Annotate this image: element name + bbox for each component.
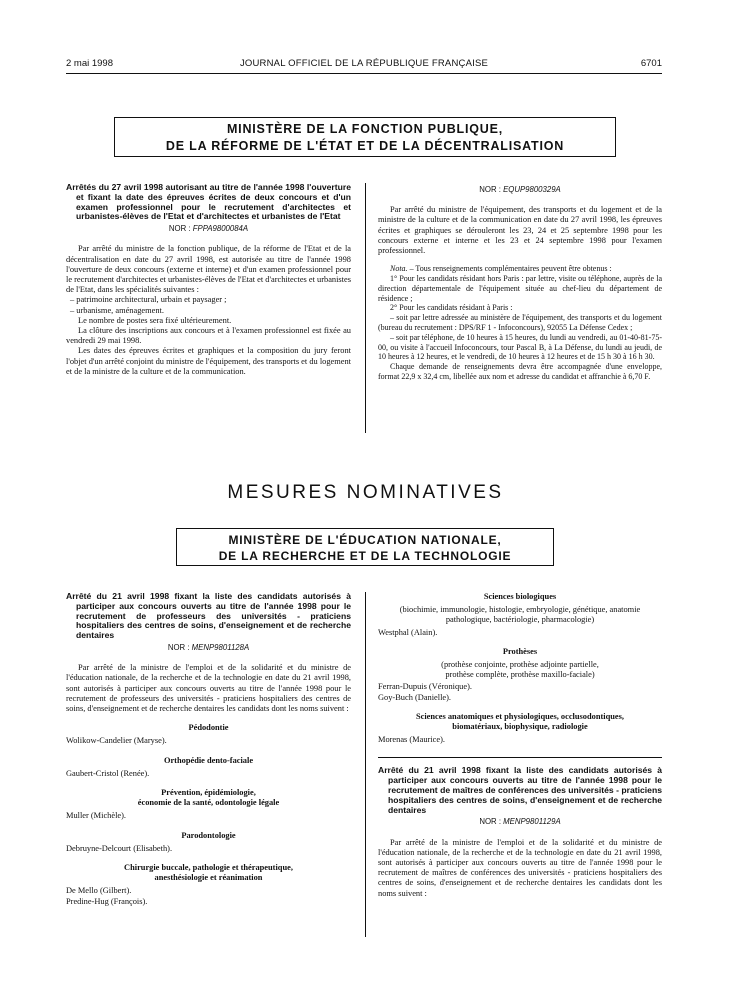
nota-item: 1° Pour les candidats résidant hors Paris : par lettre, visite ou téléphone, auprès de la direction départementale de l'équipement située au chef-lieu du département de résidence ;	[378, 274, 662, 303]
candidate-name: Ferran-Dupuis (Véronique).	[378, 682, 472, 692]
arrete-professeurs-continued	[378, 592, 662, 899]
speciality-heading: biomatériaux, biophysique, radiologie	[452, 722, 588, 732]
candidate-name: Gaubert-Cristol (Renée).	[66, 768, 150, 778]
arrete-title: Arrêtés du 27 avril 1998 autorisant au titre de l'année 1998 l'ouverture et fixant la date des épreuves écrites de deux concours et d'un examen professionnel pour le recrutement d'architectes et urbanistes-élèves de l'Etat et d'architectes et urbanistes de l'Etat	[66, 182, 351, 222]
list-item: – urbanisme, aménagement.	[70, 305, 164, 315]
nota-item: 2° Pour les candidats résidant à Paris :	[390, 303, 513, 313]
ministry-heading-education	[176, 528, 554, 566]
speciality-heading: Prothèses	[502, 646, 538, 656]
arrete-equipement	[378, 183, 662, 382]
speciality-heading: Sciences anatomiques et physiologiques, occlusodontiques,	[415, 711, 624, 721]
speciality-heading: Parodontologie	[181, 830, 236, 840]
speciality-heading: Sciences biologiques	[483, 592, 557, 601]
nor-reference: NOR : EQUP9800329A	[479, 185, 561, 194]
speciality-detail: (prothèse conjointe, prothèse adjointe partielle,	[441, 660, 599, 670]
page-number: 6701	[640, 58, 662, 69]
arrete-paragraph: Par arrêté de la ministre de l'emploi et de la solidarité et du ministre de l'éducation nationale, de la recherche et de la technologie en date du 21 avril 1998, sont autorisés à participer aux concours ouverts au titre de l'année 1998 pour le recrutement de professeurs des universités - praticiens hospitaliers des centres de soins, d'enseignement et de recherche dentaires les candidats dont les noms suivent :	[66, 663, 351, 713]
candidate-name: Predine-Hug (François).	[66, 896, 148, 906]
candidate-name: Westphal (Alain).	[378, 627, 438, 637]
nota-label: Nota.	[390, 264, 408, 274]
column-divider	[365, 592, 366, 937]
candidate-name: Goy-Buch (Danielle).	[378, 692, 452, 702]
speciality-detail: (biochimie, immunologie, histologie, embryologie, génétique, anatomie pathologique, bactériologie, pharmacologie)	[399, 605, 641, 625]
candidate-name: Debruyne-Delcourt (Elisabeth).	[66, 843, 173, 853]
ministry-heading-line2: DE LA RÉFORME DE L'ÉTAT ET DE LA DÉCENTRALISATION	[165, 139, 565, 153]
journal-title: JOURNAL OFFICIEL DE LA RÉPUBLIQUE FRANÇAISE	[239, 58, 489, 69]
arrete-paragraph: Par arrêté de la ministre de l'emploi et de la solidarité et du ministre de l'éducation nationale, de la recherche et de la technologie en date du 21 avril 1998, sont autorisés à participer aux concours ouverts au titre de l'année 1998 pour le recrutement de maîtres de conférences des universités - praticiens hospitaliers des centres de soins, d'enseignement et de recherche dentaires les candidats dont les noms suivent :	[378, 837, 662, 898]
issue-date: 2 mai 1998	[66, 58, 114, 69]
nor-reference: NOR : MENP9801128A	[167, 642, 250, 652]
speciality-heading: Prévention, épidémiologie,	[161, 788, 256, 798]
ministry-heading-fonction-publique	[114, 117, 616, 157]
ministry-heading-line1: MINISTÈRE DE LA FONCTION PUBLIQUE,	[226, 122, 504, 136]
speciality-heading: économie de la santé, odontologie légale	[137, 798, 280, 808]
nota-item: – soit par téléphone, de 10 heures à 15 heures, du lundi au vendredi, au 01-40-81-75-00, ou visite à l'accueil Infoconcours, tour Pascal B, à La Défense, du lundi au jeudi, de 10 heures à 12 heures, et le vendredi, de 10 heures à 12 heures et de 15 h 30 à 16 h 30.	[378, 332, 662, 362]
candidate-name: Morenas (Maurice).	[378, 735, 445, 745]
list-item: – patrimoine architectural, urbain et paysager ;	[70, 295, 227, 305]
page-header	[66, 58, 662, 72]
ministry-heading-line2: DE LA RECHERCHE ET DE LA TECHNOLOGIE	[218, 549, 512, 563]
ministry-heading-line1: MINISTÈRE DE L'ÉDUCATION NATIONALE,	[228, 533, 502, 547]
speciality-heading: Pédodontie	[188, 723, 229, 733]
nor-reference: NOR : FPPA9800084A	[168, 224, 249, 234]
arrete-paragraph: Par arrêté du ministre de la fonction publique, de la réforme de l'Etat et de la décentralisation en date du 27 avril 1998, est autorisée au titre de l'année 1998 l'ouverture de deux concours (externe et interne) et d'un examen professionnel pour le recrutement d'architectes et urbanistes-élèves de l'Etat et d'architectes et urbanistes de l'Etat, dans les spécialités suivantes :	[66, 244, 351, 295]
arrete-paragraph: Par arrêté du ministre de l'équipement, des transports et du logement et de la ministre de la culture et de la communication en date du 27 avril 1998, les épreuves écrites et graphiques se dérouleront les 23, 24 et 25 septembre 1998 pour les concours externe et interne et les 23 et 24 septembre 1998 pour l'examen professionnel.	[378, 205, 662, 256]
arrete-paragraph: La clôture des inscriptions aux concours et à l'examen professionnel est fixée au vendredi 29 mai 1998.	[66, 326, 351, 346]
nor-reference: NOR : MENP9801129A	[479, 817, 561, 827]
nota-item: – soit par lettre adressée au ministère de l'équipement, des transports et du logement (bureau du recrutement : DPS/RF 1 - Infoconcours), 92055 La Défense Cedex ;	[378, 313, 662, 332]
candidate-name: Muller (Michèle).	[66, 811, 126, 821]
specialites-list	[66, 295, 351, 315]
candidate-name: Wolikow-Candelier (Maryse).	[66, 736, 167, 746]
arrete-paragraph: Le nombre de postes sera fixé ultérieurement.	[78, 315, 232, 325]
speciality-heading: Chirurgie buccale, pathologie et thérapeutique,	[124, 863, 293, 873]
article-rule	[378, 757, 662, 758]
arrete-title: Arrêté du 21 avril 1998 fixant la liste des candidats autorisés à participer aux concours ouverts au titre de l'année 1998 pour le recrutement de professeurs des universités - praticiens hospitaliers des centres de soins, d'enseignement et de recherche dentaires	[66, 591, 351, 641]
arrete-professeurs	[66, 592, 351, 907]
speciality-heading: Orthopédie dento-faciale	[163, 755, 254, 765]
nota-block: Nota. – Tous renseignements complémentaires peuvent être obtenus : 1° Pour les candidats résidant hors Paris : par lettre, visite ou téléphone, auprès de la direction départementale de l'équipement située au chef-lieu du département de résidence ; 2° Pour les candidats résidant à Paris : – soit par lettre adressée au ministère de l'équipement, des transports et du logement (bureau du recrutement : DPS/RF 1 - Infoconcours), 92055 La Défense Cedex ; – soit par téléphone, de 10 heures à 15 heures, du lundi au vendredi, au 01-40-81-75-00, ou visite à l'accueil Infoconcours, tour Pascal B, à La Défense, du lundi au jeudi, de 10 heures à 12 heures, et le vendredi, de 10 heures à 12 heures et de 15 h 30 à 16 h 30. Chaque demande de renseignements devra être accompagnée d'une enveloppe, format 22,9 x 32,4 cm, libellée aux nom et adresse du candidat et affranchie à 6,70 F.	[378, 264, 662, 381]
candidate-name: De Mello (Gilbert).	[66, 886, 132, 896]
column-divider	[365, 183, 366, 433]
nota-item: Chaque demande de renseignements devra être accompagnée d'une enveloppe, format 22,9 x 32,4 cm, libellée aux nom et adresse du candidat et affranchie à 6,70 F.	[378, 362, 662, 381]
header-rule	[66, 73, 662, 74]
speciality-detail: prothèse complète, prothèse maxillo-faciale)	[445, 670, 595, 680]
arrete-paragraph: Les dates des épreuves écrites et graphiques et la composition du jury feront l'objet d'un arrêté conjoint du ministre de l'équipement, des transports et du logement et de la ministre de la culture et de la communication.	[66, 346, 351, 376]
arrete-architectes	[66, 183, 351, 377]
arrete-title: Arrêté du 21 avril 1998 fixant la liste des candidats autorisés à participer aux concours ouverts au titre de l'année 1998 pour le recrutement de maîtres de conférences des universités - praticiens hospitaliers des centres de soins, d'enseignement et de recherche dentaires	[378, 765, 662, 815]
section-heading-mesures: MESURES NOMINATIVES	[227, 482, 504, 503]
speciality-heading: anesthésiologie et réanimation	[154, 873, 263, 883]
